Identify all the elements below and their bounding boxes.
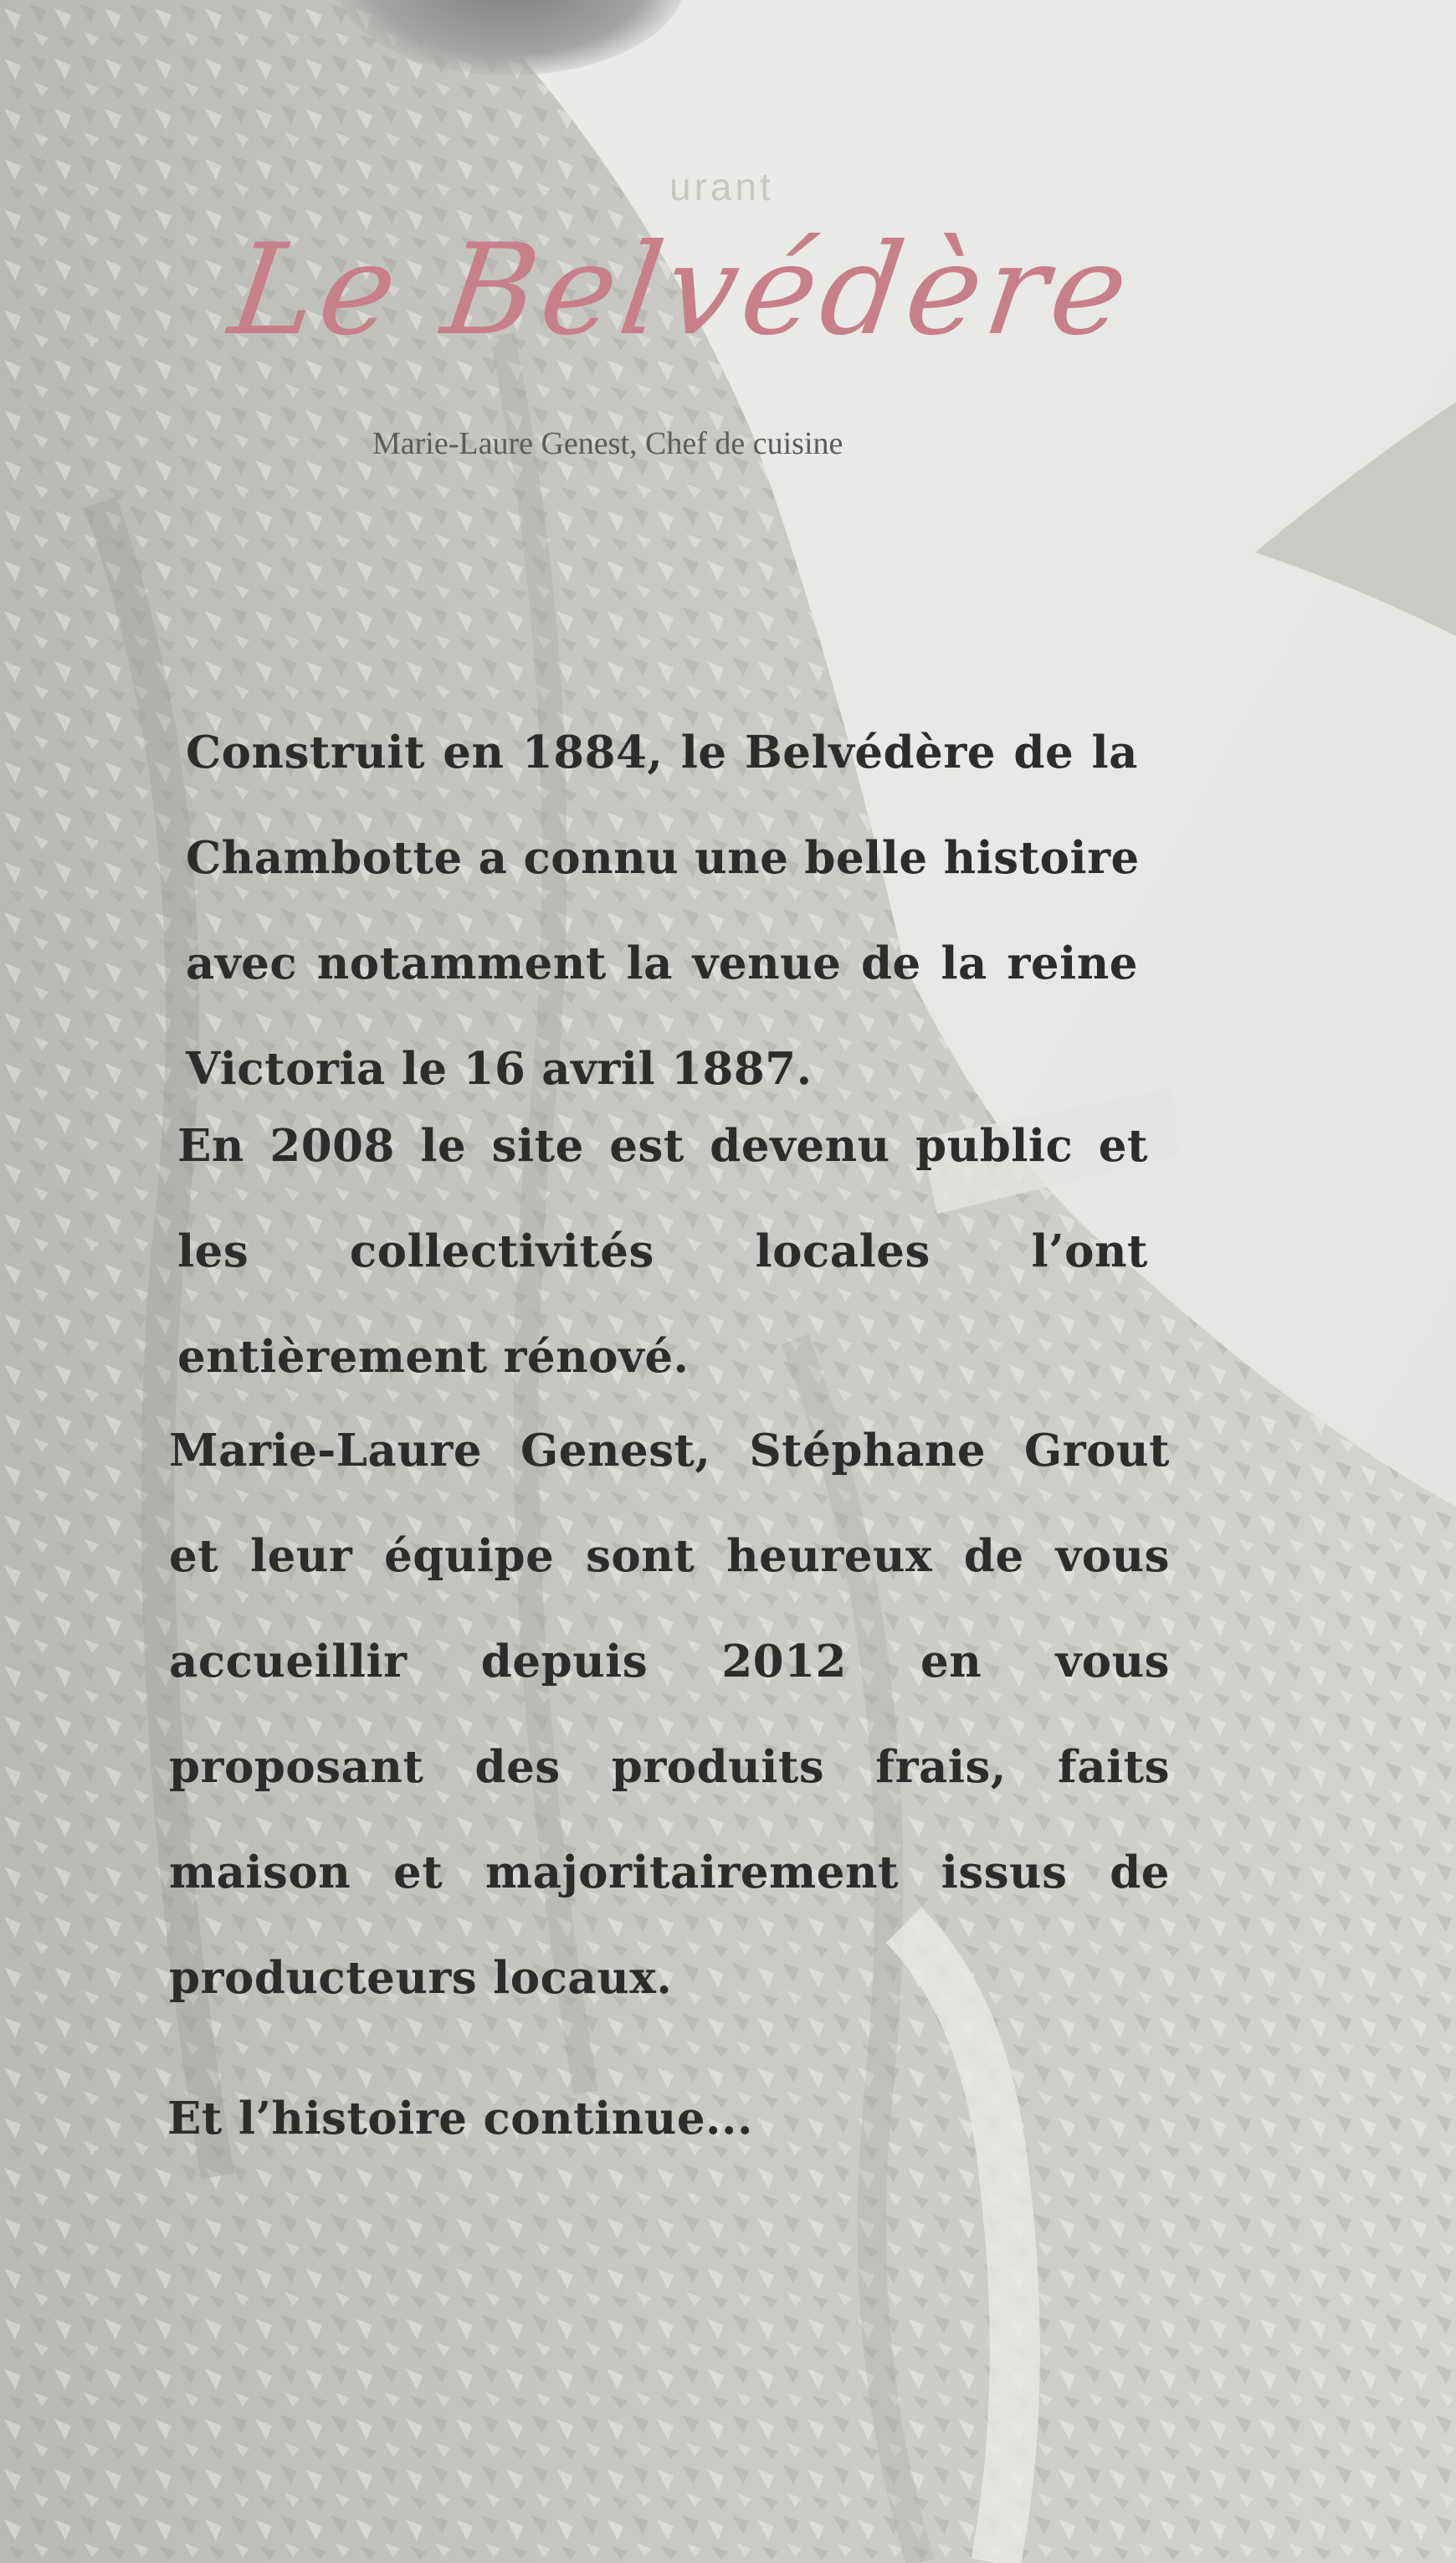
story-paragraph-renovation	[177, 1093, 1148, 1410]
restaurant-subtitle: urant	[669, 165, 774, 208]
story-line: avec notamment la venue de la reine	[186, 937, 1138, 989]
story-line: les collectivités locales l’ont	[177, 1225, 1148, 1277]
story-line: accueillir depuis 2012 en vous	[169, 1636, 1170, 1687]
story-closing	[167, 2066, 1088, 2171]
closing-line: Et l’histoire continue...	[167, 2093, 753, 2144]
story-line: entièrement rénové.	[177, 1331, 690, 1383]
story-line: producteurs locaux.	[169, 1952, 673, 2004]
story-line: et leur équipe sont heureux de vous	[169, 1530, 1170, 1582]
story-line: En 2008 le site est devenu public et	[177, 1120, 1148, 1172]
story-paragraph-team	[169, 1398, 1170, 2031]
story-line: maison et majoritairement issus de	[169, 1846, 1170, 1898]
story-line: Marie-Laure Genest, Stéphane Grout	[169, 1425, 1170, 1477]
chef-line: Marie-Laure Genest, Chef de cuisine	[372, 426, 843, 461]
story-paragraph-history	[186, 700, 1138, 1122]
restaurant-name: Le Belvédère	[222, 218, 1141, 363]
story-line: proposant des produits frais, faits	[169, 1741, 1170, 1793]
story-line: Construit en 1884, le Belvédère de la	[186, 727, 1138, 778]
story-line: Chambotte a connu une belle histoire	[186, 832, 1140, 884]
story-line: Victoria le 16 avril 1887.	[186, 1043, 813, 1095]
